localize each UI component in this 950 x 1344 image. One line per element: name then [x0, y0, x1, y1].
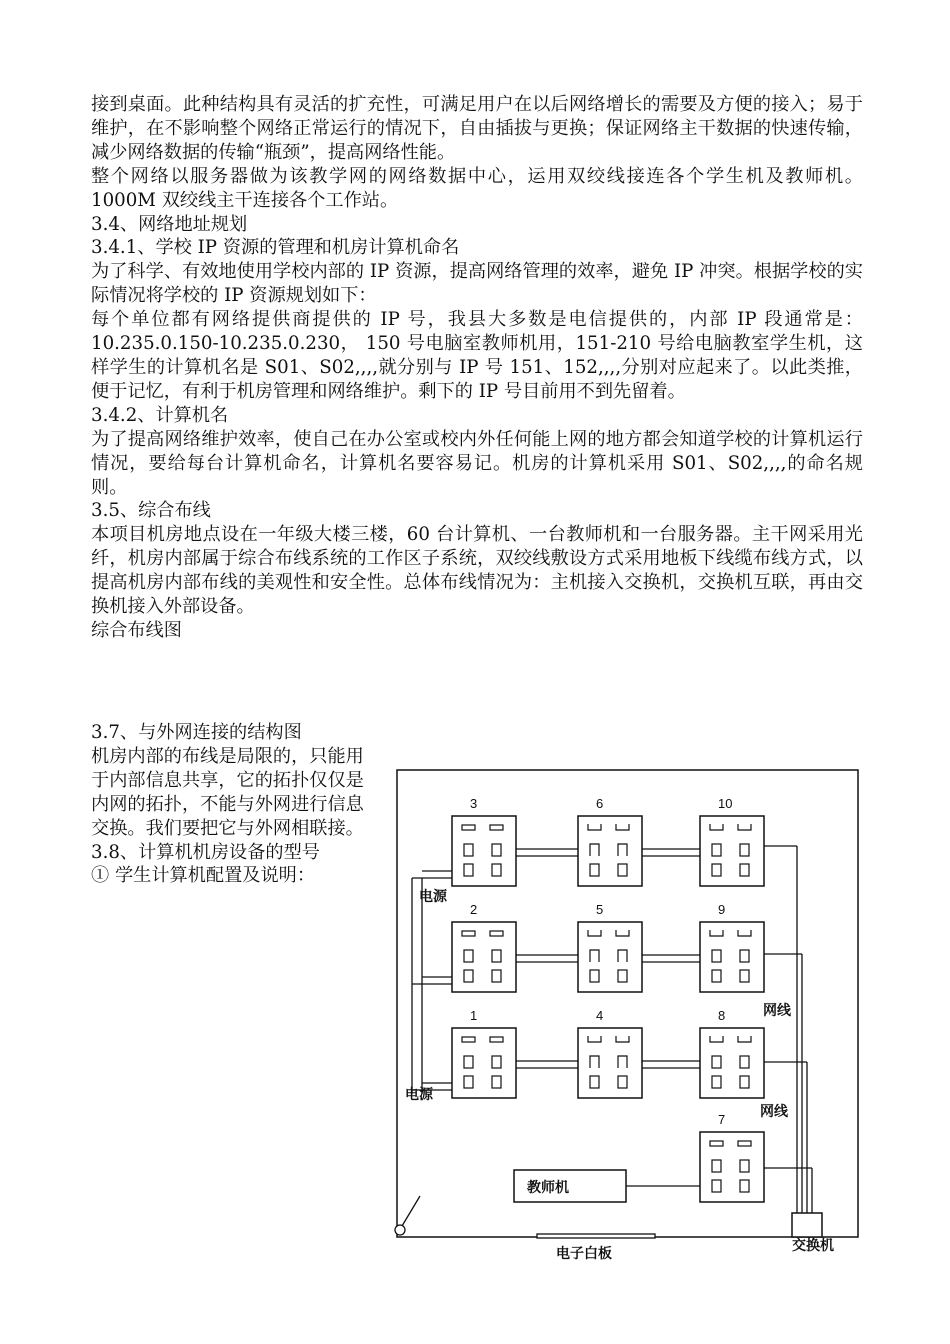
rack-8	[700, 1008, 764, 1098]
rack-6	[578, 796, 642, 886]
rack-5	[578, 902, 642, 992]
rack-number: 1	[470, 1008, 478, 1023]
cable-label-1: 网线	[763, 1003, 791, 1019]
paragraph: 3.4.1、学校 IP 资源的管理和机房计算机命名	[91, 237, 460, 259]
power-label-top: 电源	[419, 889, 447, 905]
rack-group	[452, 796, 764, 1202]
door-line	[402, 1196, 420, 1226]
whiteboard-bar	[537, 1234, 655, 1238]
paragraph: 3.4.2、计算机名	[91, 404, 229, 426]
paragraph: 每个单位都有网络提供商提供的 IP 号，我县大多数是电信提供的，内部 IP 段通常是：10.235.0.150-10.235.0.230， 150 号电脑室教师机用，151-210 号给电脑教室学生机，这样学生的计算机名是 S01、S02,,,,就分别与 IP 号 151、152,,,,分别对应起来了。以此类推，便于记忆，有利于机房管理和网络维护。剩下的 IP 号目前用不到先留着。	[91, 309, 863, 402]
cable-label-2: 网线	[760, 1104, 788, 1120]
side-paragraph: ① 学生计算机配置及说明：	[91, 865, 316, 887]
door-hinge	[395, 1225, 405, 1235]
rack-7	[700, 1112, 764, 1202]
rack-number: 10	[718, 796, 733, 811]
rack-number: 6	[596, 796, 604, 811]
paragraph: 3.5、综合布线	[91, 500, 211, 522]
side-paragraph: 机房内部的布线是局限的，只能用于内部信息共享，它的拓扑仅仅是内网的拓扑，不能与外网进行信息交换。我们要把它与外网相联接。	[91, 745, 364, 839]
switch-box	[792, 1213, 822, 1237]
paragraph: 综合布线图	[91, 619, 182, 641]
rack-1	[452, 1008, 516, 1098]
paragraph: 为了提高网络维护效率，使自己在办公室或校内外任何能上网的地方都会知道学校的计算机运行情况，要给每台计算机命名，计算机名要容易记。机房的计算机采用 S01、S02,,,,的命名规则。	[91, 428, 863, 498]
rack-number: 5	[596, 902, 604, 917]
rack-number: 2	[470, 902, 478, 917]
whiteboard-label: 电子白板	[556, 1246, 612, 1262]
rack-3	[452, 796, 516, 886]
rack-number: 4	[596, 1008, 604, 1023]
teacher-machine-label: 教师机	[527, 1180, 569, 1196]
paragraph: 本项目机房地点设在一年级大楼三楼，60 台计算机、一台教师机和一台服务器。主干网采用光纤，机房内部属于综合布线系统的工作区子系统，双绞线敷设方式采用地板下线缆布线方式，以提高机房内部布线的美观性和安全性。总体布线情况为：主机接入交换机，交换机互联，再由交换机接入外部设备。	[91, 524, 863, 618]
rack-number: 7	[718, 1112, 726, 1127]
switch-label: 交换机	[792, 1238, 834, 1254]
rack-2	[452, 902, 516, 992]
side-paragraph: 3.7、与外网连接的结构图	[91, 722, 302, 743]
rack-number: 9	[718, 902, 726, 917]
rack-9	[700, 902, 764, 992]
rack-number: 3	[470, 796, 478, 811]
rack-number: 8	[718, 1008, 726, 1023]
side-paragraph: 3.8、计算机机房设备的型号	[91, 841, 320, 863]
paragraph: 3.4、网络地址规划	[91, 213, 248, 235]
paragraph: 为了科学、有效地使用学校内部的 IP 资源，提高网络管理的效率，避免 IP 冲突。根据学校的实际情况将学校的 IP 资源规划如下：	[91, 261, 863, 307]
paragraph: 接到桌面。此种结构具有灵活的扩充性，可满足用户在以后网络增长的需要及方便的接入；易于维护，在不影响整个网络正常运行的情况下，自由插拔与更换；保证网络主干数据的快速传输，减少网络数据的传输“瓶颈”，提高网络性能。	[91, 94, 863, 163]
power-label-bottom: 电源	[405, 1087, 433, 1103]
rack-4	[578, 1008, 642, 1098]
rack-10	[700, 796, 764, 886]
paragraph: 整个网络以服务器做为该教学网的网络数据中心，运用双绞线接连各个学生机及教师机。1000M 双绞线主干连接各个工作站。	[91, 165, 863, 211]
